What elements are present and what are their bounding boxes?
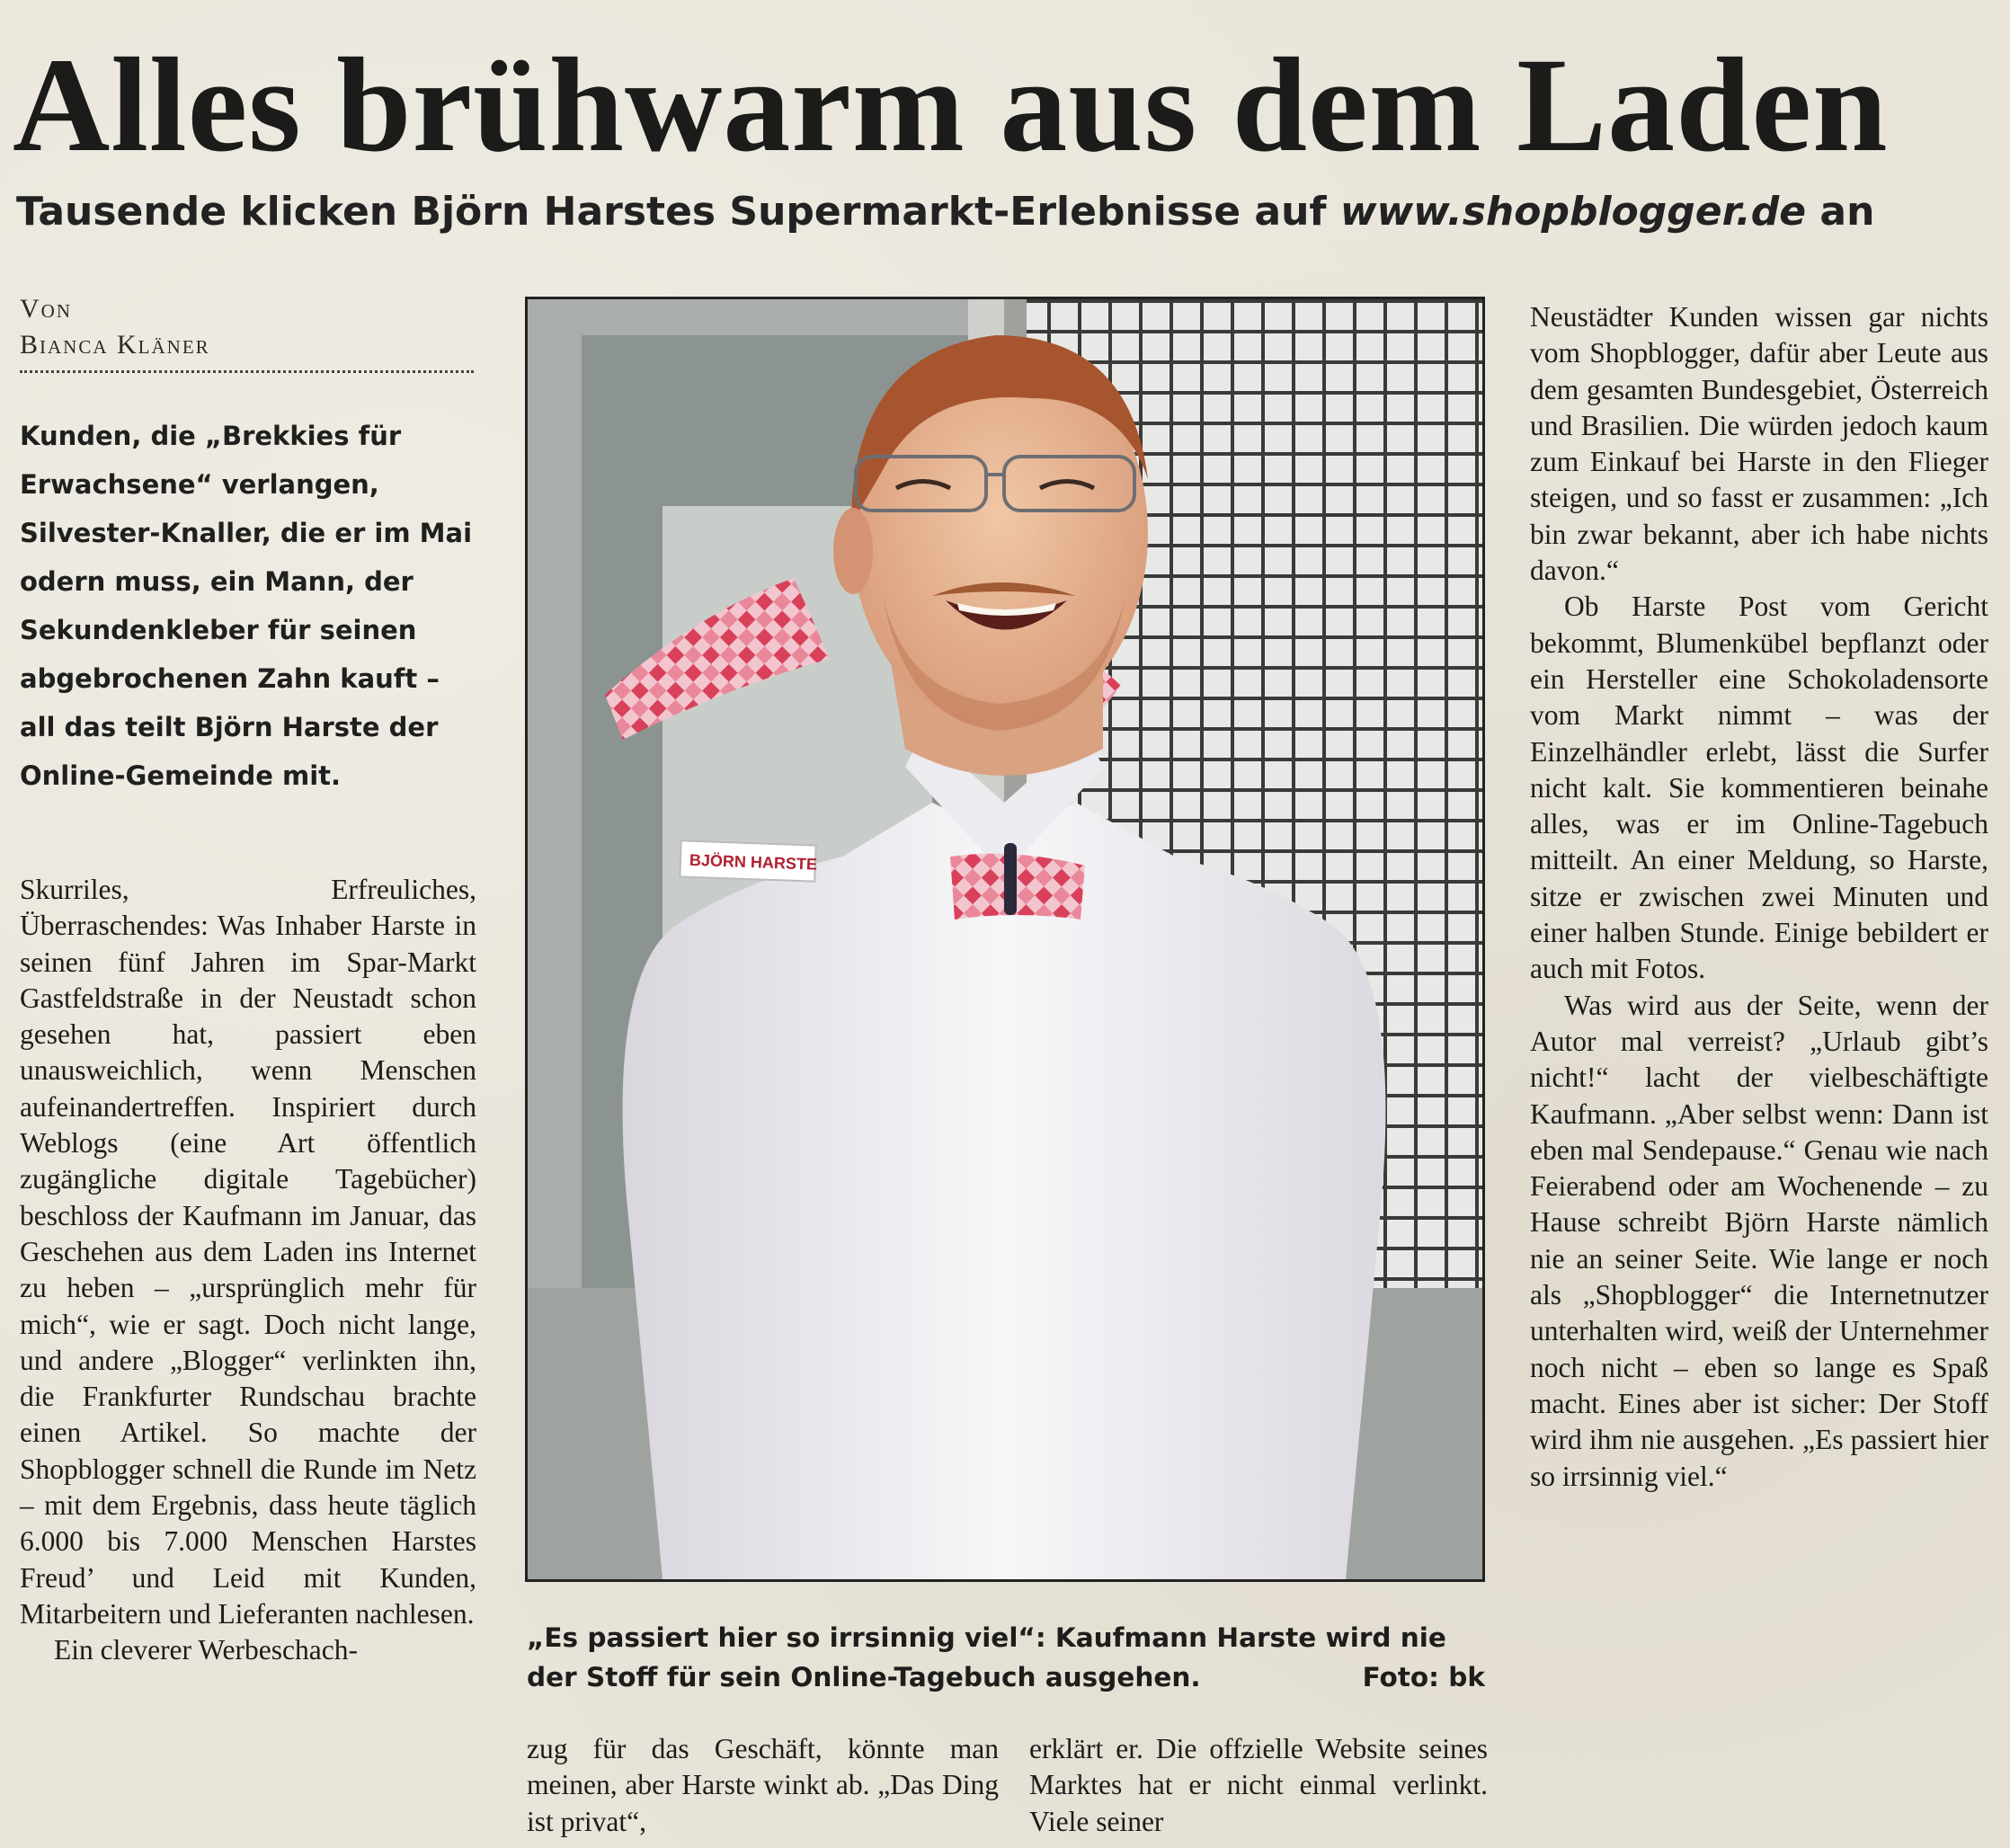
website-url: www.shopblogger.de (1339, 189, 1807, 235)
photo-caption (527, 1618, 1485, 1697)
headline: Alles brühwarm aus dem Laden (13, 31, 1889, 180)
body-paragraph: Ob Harste Post vom Gericht bekommt, Blumenkübel bepflanzt oder ein Hersteller eine Schokoladensorte vom Markt nimmt – was der Einzelhändler erlebt, lässt die Surfer nicht kalt. Sie kommentieren beinahe alles, was er im Online-Tagebuch mitteilt. An einer Meldung, so Harste, sitze er zwischen zwei Minuten und einer halben Stunde. Einige bebildert er auch mit Fotos. (1530, 591, 1988, 985)
photo-credit: Foto: bk (1362, 1662, 1485, 1693)
subhead-text: Tausende klicken Björn Harstes Supermarkt-Erlebnisse auf (16, 189, 1340, 235)
body-paragraph: Was wird aus der Seite, wenn der Autor mal verreist? „Urlaub gibt’s nicht!“ lacht der vielbeschäftigte Kaufmann. „Aber selbst wenn: Dann ist eben mal Sendepause.“ Genau wie nach Feierabend oder am Wochenende – zu Hause schreibt Björn Harste nämlich nie an seiner Seite. Wie lange er noch als „Shopblogger“ die Internetnutzer unterhalten wird, weiß der Unternehmer noch nicht – eben so lange es Spaß macht. Eines aber ist sicher: Der Stoff wird ihm nie ausgehen. „Es passiert hier so irrsinnig viel.“ (1530, 989, 1988, 1492)
caption-text: „Es passiert hier so irrsinnig viel“: Kaufmann Harste wird nie der Stoff für sein Online-Tagebuch ausgehen. (527, 1622, 1446, 1693)
body-column-2 (527, 1731, 999, 1840)
body-column-3 (1029, 1731, 1488, 1840)
name-tag: BJÖRN HARSTE (689, 850, 818, 874)
body-paragraph: Skurriles, Erfreuliches, Überraschendes: Was Inhaber Harste in seinen fünf Jahren im Spar-Markt Gastfeldstraße in der Neustadt schon gesehen hat, passiert eben unausweichlich, wenn Menschen aufeinandertreffen. Inspiriert durch Weblogs (eine Art öffentlich zugängliche digitale Tagebücher) beschloss der Kaufmann im Januar, das Geschehen aus dem Laden ins Internet zu heben – „ursprünglich mehr für mich“, wie er sagt. Doch nicht lange, und andere „Blogger“ verlinkten ihn, die Frankfurter Rundschau brachte einen Artikel. So machte der Shopblogger schnell die Runde im Netz – mit dem Ergebnis, dass heute täglich 6.000 bis 7.000 Menschen Harstes Freud’ und Leid mit Kunden, Mitarbeitern und Lieferanten nachlesen. (20, 874, 476, 1630)
body-column-4 (1530, 299, 1988, 1495)
byline-author: Bianca Kläner (20, 330, 210, 360)
subheadline (16, 191, 1994, 234)
body-paragraph: erklärt er. Die offzielle Website seines Marktes hat er nicht einmal verlinkt. Viele seiner (1029, 1733, 1488, 1837)
byline (20, 291, 474, 373)
body-paragraph: Neustädter Kunden wissen gar nichts vom Shopblogger, dafür aber Leute aus dem gesamten Bundesgebiet, Österreich und Brasilien. Die würden jedoch kaum zum Einkauf bei Harste in den Flieger steigen, und so fasst er zusammen: „Ich bin zwar bekannt, aber ich habe nichts davon.“ (1530, 301, 1988, 587)
article-photo (525, 297, 1485, 1582)
lead-paragraph: Kunden, die „Brekkies für Erwachsene“ verlangen, Silvester-Knaller, die er im Mai odern muss, ein Mann, der Sekundenkleber für seinen abgebrochenen Zahn kauft – all das teilt Björn Harste der Online-Gemeinde mit. (20, 421, 473, 791)
subhead-end: an (1806, 189, 1875, 235)
body-column-1 (20, 872, 476, 1669)
body-paragraph: Ein cleverer Werbeschach- (54, 1634, 358, 1666)
byline-von: Von (20, 294, 72, 324)
body-paragraph: zug für das Geschäft, könnte man meinen, aber Harste winkt ab. „Das Ding ist privat“, (527, 1733, 999, 1837)
